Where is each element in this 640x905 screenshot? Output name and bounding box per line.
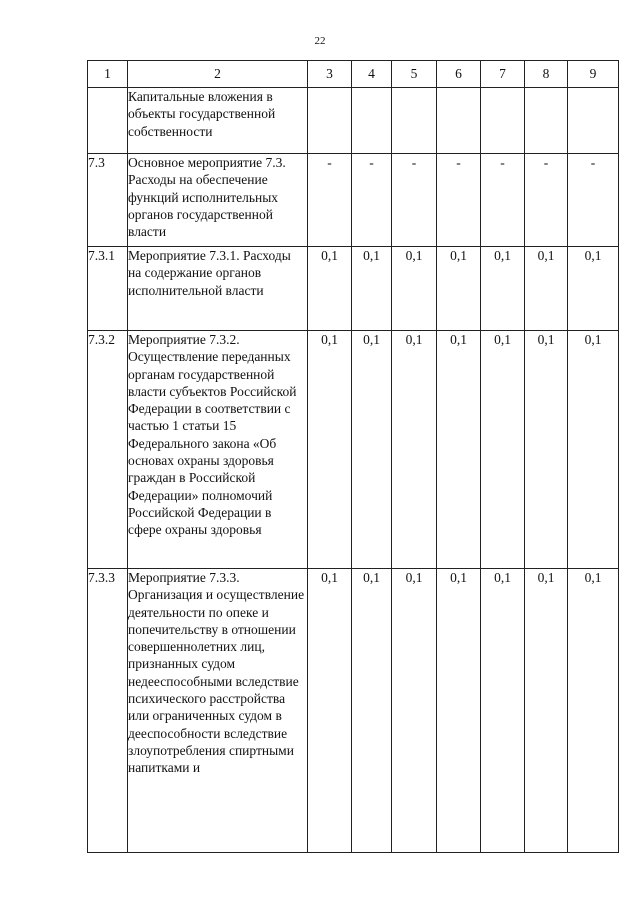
row-name: Капитальные вложения в объекты государственной собственности — [128, 88, 308, 154]
row-value: 0,1 — [352, 569, 392, 853]
page-number: 22 — [314, 35, 326, 47]
row-number: 7.3 — [88, 154, 128, 247]
row-value: 0,1 — [437, 331, 481, 569]
row-value: 0,1 — [437, 247, 481, 331]
row-value — [352, 88, 392, 154]
row-value: - — [308, 154, 352, 247]
row-value — [392, 88, 437, 154]
row-value: 0,1 — [352, 247, 392, 331]
row-value: 0,1 — [392, 569, 437, 853]
column-header: 8 — [525, 61, 568, 88]
row-value: 0,1 — [481, 569, 525, 853]
row-value: - — [481, 154, 525, 247]
table-row — [88, 331, 619, 569]
row-value: 0,1 — [568, 247, 619, 331]
header-row — [88, 61, 619, 88]
row-value — [437, 88, 481, 154]
row-value: 0,1 — [525, 569, 568, 853]
table-row — [88, 569, 619, 853]
row-value: 0,1 — [525, 247, 568, 331]
row-name: Основное мероприятие 7.3. Расходы на обеспечение функций исполнительных органов государственной власти — [128, 154, 308, 247]
row-value — [308, 88, 352, 154]
row-value: - — [437, 154, 481, 247]
row-value: - — [352, 154, 392, 247]
row-name: Мероприятие 7.3.3. Организация и осуществление деятельности по опеке и попечительству в отношении совершеннолетних лиц, признанных судом недееспособными вследствие психического расстройства или ограниченных судом в дееспособности вследствие злоупотребления спиртными напитками и — [128, 569, 308, 853]
row-value: 0,1 — [308, 569, 352, 853]
row-number: 7.3.3 — [88, 569, 128, 853]
row-value: - — [568, 154, 619, 247]
row-value: 0,1 — [392, 331, 437, 569]
table-row — [88, 88, 619, 154]
column-header: 7 — [481, 61, 525, 88]
row-value: 0,1 — [481, 247, 525, 331]
column-header: 9 — [568, 61, 619, 88]
row-value: 0,1 — [308, 247, 352, 331]
row-name: Мероприятие 7.3.2. Осуществление переданных органам государственной власти субъектов Российской Федерации в соответствии с частью 1 статьи 15 Федерального закона «Об основах охраны здоровья граждан в Российской Федерации» полномочий Российской Федерации в сфере охраны здоровья — [128, 331, 308, 569]
row-value: 0,1 — [481, 331, 525, 569]
row-value: 0,1 — [437, 569, 481, 853]
row-value — [481, 88, 525, 154]
row-value: - — [392, 154, 437, 247]
row-value — [525, 88, 568, 154]
row-value — [568, 88, 619, 154]
column-header: 3 — [308, 61, 352, 88]
row-value: 0,1 — [308, 331, 352, 569]
measures-table — [87, 60, 619, 853]
row-value: 0,1 — [568, 331, 619, 569]
column-header: 4 — [352, 61, 392, 88]
column-header: 5 — [392, 61, 437, 88]
row-name: Мероприятие 7.3.1. Расходы на содержание органов исполнительной власти — [128, 247, 308, 331]
row-value: 0,1 — [392, 247, 437, 331]
row-number: 7.3.1 — [88, 247, 128, 331]
row-number: 7.3.2 — [88, 331, 128, 569]
row-value: 0,1 — [568, 569, 619, 853]
column-header: 6 — [437, 61, 481, 88]
row-value: 0,1 — [525, 331, 568, 569]
column-header: 2 — [128, 61, 308, 88]
table-row — [88, 247, 619, 331]
column-header: 1 — [88, 61, 128, 88]
table-row — [88, 154, 619, 247]
row-number — [88, 88, 128, 154]
row-value: 0,1 — [352, 331, 392, 569]
row-value: - — [525, 154, 568, 247]
